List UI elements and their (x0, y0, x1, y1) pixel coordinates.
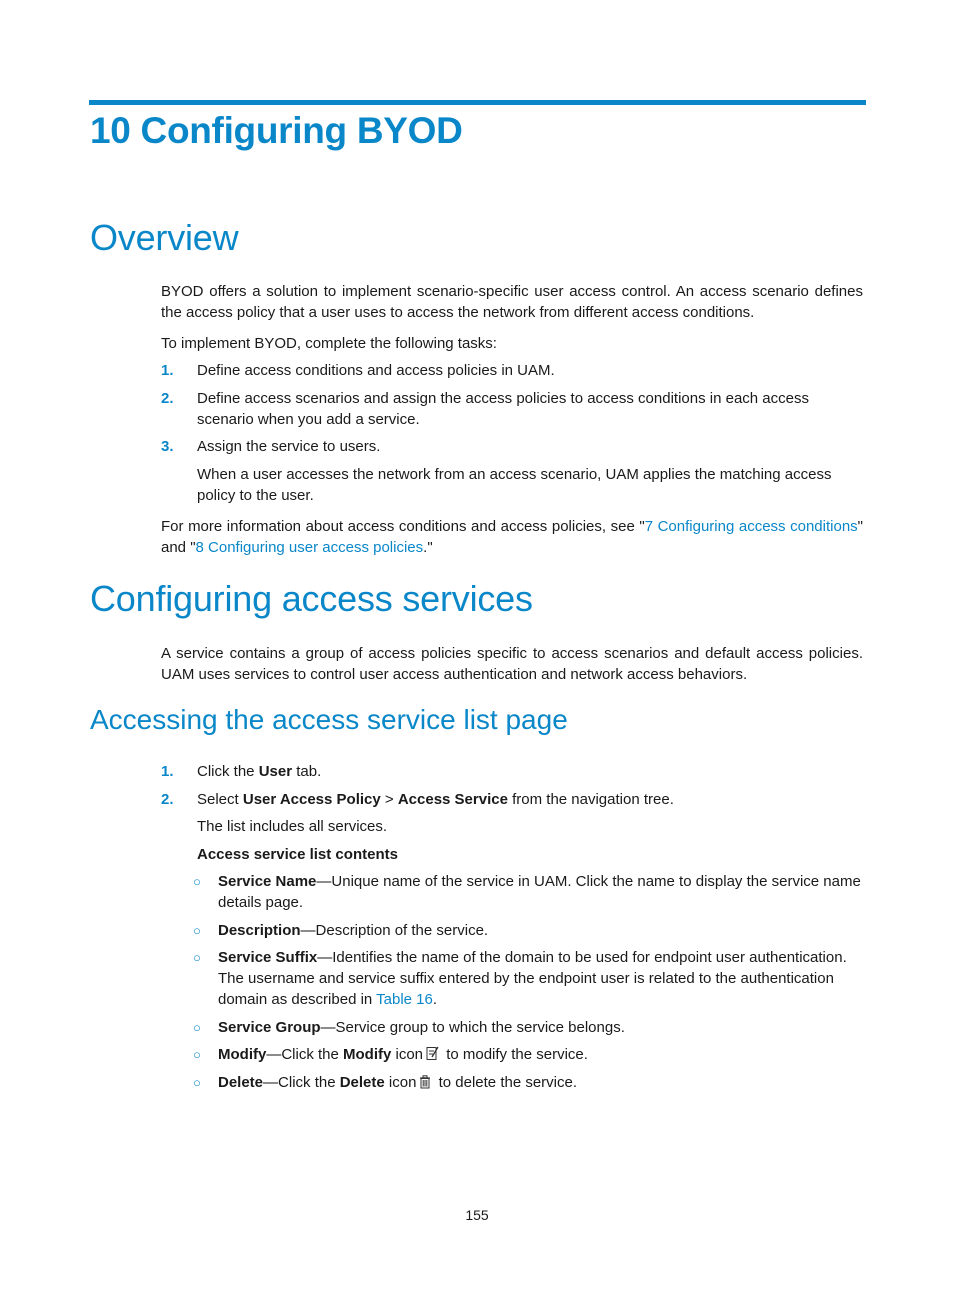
bullet-icon: ○ (193, 950, 201, 965)
accessing-heading: Accessing the access service list page (90, 704, 568, 735)
page-number: 155 (465, 1207, 489, 1223)
more-info-prefix: For more information about access conditions and access policies, see " (161, 518, 645, 535)
step-number: 3. (161, 438, 174, 455)
more-info-suffix: ." (423, 539, 433, 556)
bullet-icon: ○ (193, 874, 201, 889)
overview-step-2: Define access scenarios and assign the access policies to access conditions in each access scenario when you add a service. (197, 390, 809, 428)
list-item-description: Description—Description of the service. (218, 922, 489, 939)
list-note: The list includes all services. (197, 818, 388, 835)
step-number: 1. (161, 362, 174, 379)
list-item-modify: Modify—Click the Modify icon to modify the service. (218, 1044, 864, 1067)
link-table-16[interactable]: Table 16 (376, 991, 433, 1008)
list-caption: Access service list contents (197, 846, 398, 863)
more-info-paragraph (161, 516, 863, 558)
overview-step-3: Assign the service to users. (197, 438, 381, 455)
list-item-service-suffix: Service Suffix—Identifies the name of the domain to be used for endpoint user authentication. The username and service suffix entered by the endpoint user is related to the authentication domain as described in Table 16. (218, 949, 847, 1008)
overview-step-1: Define access conditions and access policies in UAM. (197, 362, 555, 379)
tasks-intro: To implement BYOD, complete the following tasks: (161, 335, 497, 352)
accessing-step-2: Select User Access Policy > Access Service from the navigation tree. (197, 791, 674, 808)
more-info-middle: " and " (161, 518, 863, 556)
config-services-heading: Configuring access services (90, 578, 533, 619)
step3-note: When a user accesses the network from an access scenario, UAM applies the matching access policy to the user. (197, 466, 832, 504)
accessing-step-1: Click the User tab. (197, 763, 322, 780)
bullet-icon: ○ (193, 1047, 201, 1062)
bullet-icon: ○ (193, 1020, 201, 1035)
modify-icon (426, 1046, 439, 1067)
bullet-icon: ○ (193, 923, 201, 938)
list-item-service-name: Service Name—Unique name of the service in UAM. Click the name to display the service name details page. (218, 873, 861, 911)
trash-icon (419, 1074, 431, 1095)
step-number: 1. (161, 763, 174, 780)
step-number: 2. (161, 791, 174, 808)
chapter-rule (89, 100, 866, 105)
config-services-intro: A service contains a group of access policies specific to access scenarios and default access policies. UAM uses services to control user access authentication and network access behaviors. (161, 645, 863, 683)
menu-user-access-policy: User Access Policy (242, 791, 381, 808)
overview-heading: Overview (90, 217, 239, 258)
user-tab-label: User (258, 763, 293, 780)
list-item-service-group: Service Group—Service group to which the service belongs. (218, 1019, 625, 1036)
bullet-icon: ○ (193, 1075, 201, 1090)
link-access-conditions[interactable]: 7 Configuring access conditions (644, 518, 858, 535)
step-number: 2. (161, 390, 174, 407)
list-item-delete: Delete—Click the Delete icon to delete the service. (218, 1072, 864, 1095)
overview-intro: BYOD offers a solution to implement scenario-specific user access control. An access scenario defines the access policy that a user uses to access the network from different access conditions. (161, 283, 863, 321)
link-user-access-policies[interactable]: 8 Configuring user access policies (195, 539, 424, 556)
chapter-title: 10 Configuring BYOD (90, 110, 463, 151)
menu-access-service: Access Service (397, 791, 508, 808)
